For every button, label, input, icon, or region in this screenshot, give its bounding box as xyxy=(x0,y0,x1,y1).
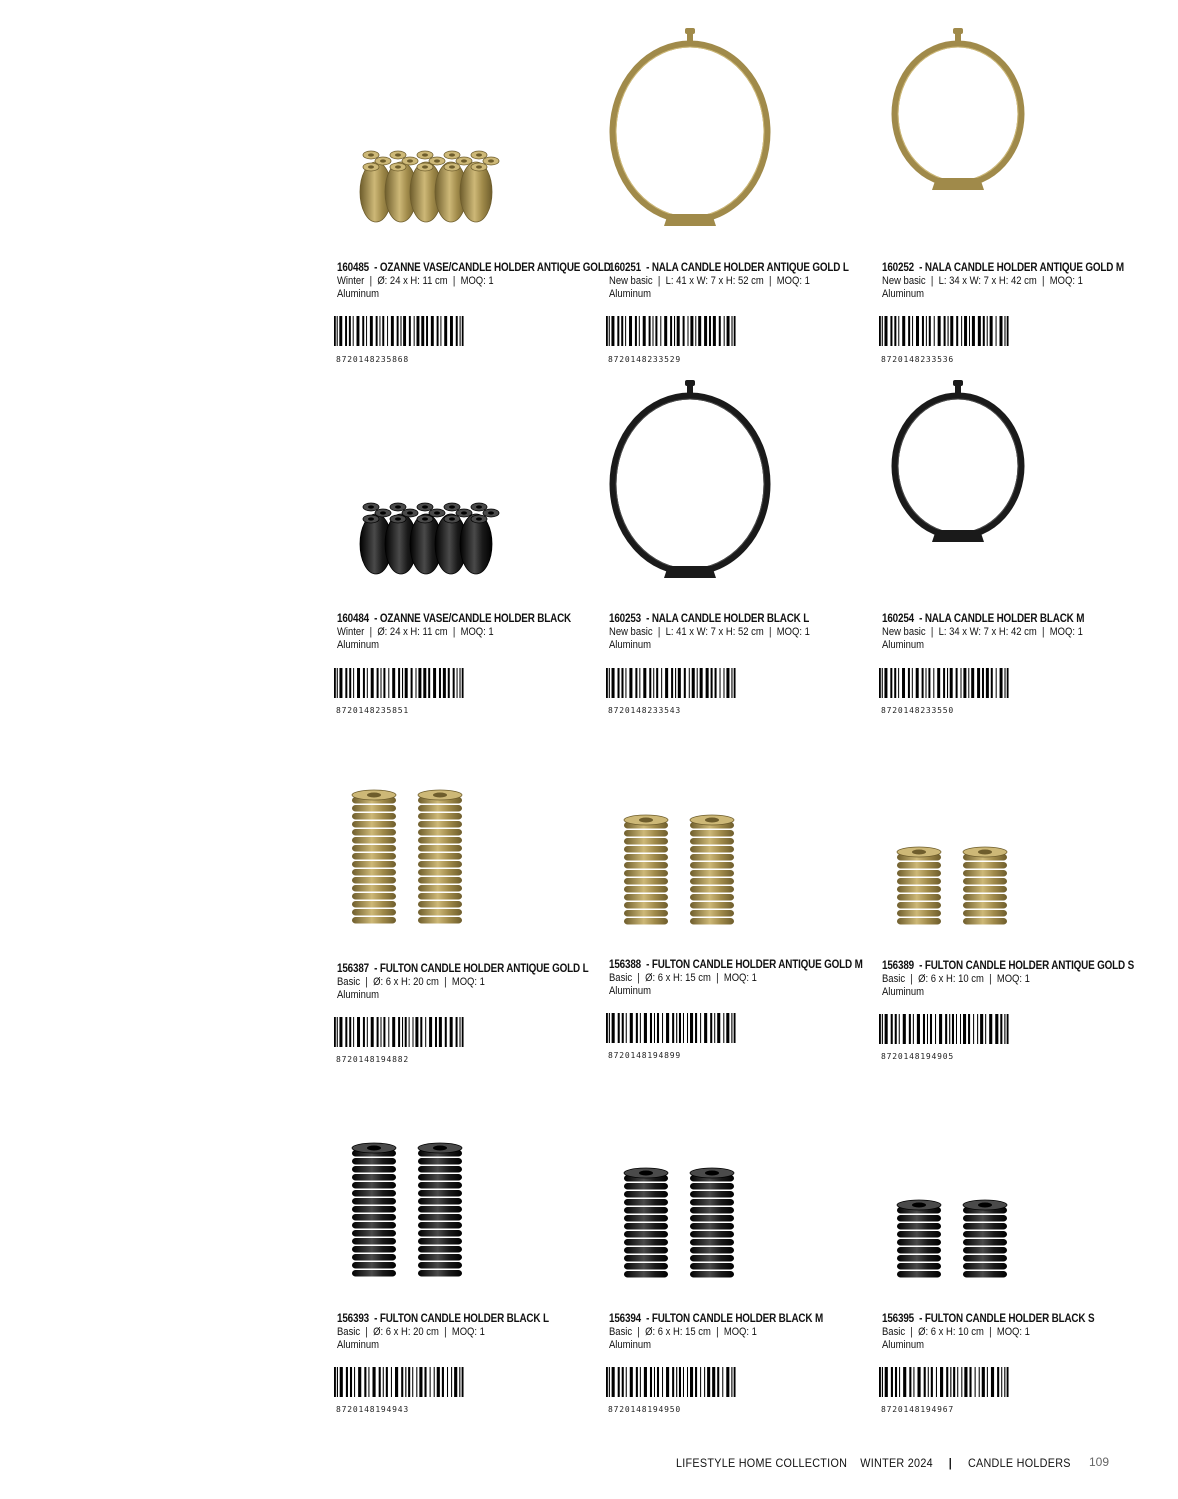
ean-number: 8720148233550 xyxy=(881,706,955,715)
product-title: 160485 - OZANNE VASE/CANDLE HOLDER ANTIQUE GOLD xyxy=(337,262,611,274)
barcode xyxy=(334,1017,464,1047)
barcode xyxy=(879,1014,1009,1044)
product-info xyxy=(609,613,879,652)
product-title: 156394 - FULTON CANDLE HOLDER BLACK M xyxy=(609,1313,824,1325)
product-meta: Basic | Ø: 6 x H: 10 cm | MOQ: 1 xyxy=(882,1326,1030,1338)
product-meta: Basic | Ø: 6 x H: 10 cm | MOQ: 1 xyxy=(882,973,1030,985)
product-image xyxy=(605,772,870,942)
product-material: Aluminum xyxy=(882,1339,925,1351)
barcode xyxy=(334,668,464,698)
product-info xyxy=(609,959,879,998)
product-meta: Basic | Ø: 6 x H: 20 cm | MOQ: 1 xyxy=(337,976,485,988)
product-image xyxy=(333,20,598,245)
barcode xyxy=(879,1367,1009,1397)
product-title: 156393 - FULTON CANDLE HOLDER BLACK L xyxy=(337,1313,549,1325)
product-info xyxy=(337,613,607,652)
product-title: 160252 - NALA CANDLE HOLDER ANTIQUE GOLD M xyxy=(882,262,1124,274)
product-image xyxy=(605,20,870,245)
product-material: Aluminum xyxy=(609,985,652,997)
page-number: 109 xyxy=(1089,1455,1110,1469)
barcode xyxy=(879,668,1009,698)
product-material: Aluminum xyxy=(882,986,925,998)
product-material: Aluminum xyxy=(882,639,925,651)
footer-season: WINTER 2024 xyxy=(860,1456,933,1470)
footer-separator: | xyxy=(948,1456,953,1470)
ean-number: 8720148194905 xyxy=(881,1052,955,1061)
product-title: 156389 - FULTON CANDLE HOLDER ANTIQUE GOLD S xyxy=(882,960,1135,972)
product-meta: Winter | Ø: 24 x H: 11 cm | MOQ: 1 xyxy=(337,275,494,287)
product-info xyxy=(882,960,1152,999)
product-image xyxy=(878,372,1143,597)
product-image xyxy=(878,1130,1143,1295)
product-title: 160251 - NALA CANDLE HOLDER ANTIQUE GOLD L xyxy=(609,262,849,274)
product-material: Aluminum xyxy=(337,1339,380,1351)
barcode xyxy=(606,1367,736,1397)
product-image xyxy=(878,772,1143,942)
product-image xyxy=(333,1130,598,1295)
product-info xyxy=(337,262,611,301)
product-info xyxy=(882,613,1152,652)
product-material: Aluminum xyxy=(609,639,652,651)
product-title: 160254 - NALA CANDLE HOLDER BLACK M xyxy=(882,613,1085,625)
ean-number: 8720148194882 xyxy=(336,1055,410,1064)
product-image xyxy=(333,772,598,942)
product-meta: New basic | L: 34 x W: 7 x H: 42 cm | MOQ: 1 xyxy=(882,275,1083,287)
barcode xyxy=(606,1013,736,1043)
product-image xyxy=(605,1130,870,1295)
ean-number: 8720148194899 xyxy=(608,1051,682,1060)
product-meta: New basic | L: 34 x W: 7 x H: 42 cm | MOQ: 1 xyxy=(882,626,1083,638)
product-meta: Basic | Ø: 6 x H: 20 cm | MOQ: 1 xyxy=(337,1326,485,1338)
product-info xyxy=(882,262,1152,301)
ean-number: 8720148233536 xyxy=(881,355,955,364)
product-image xyxy=(333,372,598,597)
product-material: Aluminum xyxy=(337,288,380,300)
page-footer xyxy=(676,1456,1071,1470)
barcode xyxy=(334,1367,464,1397)
footer-category: CANDLE HOLDERS xyxy=(967,1456,1071,1470)
ean-number: 8720148233543 xyxy=(608,706,682,715)
product-meta: New basic | L: 41 x W: 7 x H: 52 cm | MOQ: 1 xyxy=(609,275,810,287)
barcode xyxy=(606,668,736,698)
barcode xyxy=(334,316,464,346)
ean-number: 8720148233529 xyxy=(608,355,682,364)
product-title: 160253 - NALA CANDLE HOLDER BLACK L xyxy=(609,613,810,625)
product-title: 156388 - FULTON CANDLE HOLDER ANTIQUE GOLD M xyxy=(609,959,863,971)
product-title: 156387 - FULTON CANDLE HOLDER ANTIQUE GOLD L xyxy=(337,963,589,975)
product-meta: New basic | L: 41 x W: 7 x H: 52 cm | MOQ: 1 xyxy=(609,626,810,638)
barcode xyxy=(606,316,736,346)
product-material: Aluminum xyxy=(609,1339,652,1351)
product-info xyxy=(337,963,607,1002)
product-image xyxy=(878,20,1143,245)
product-material: Aluminum xyxy=(337,989,380,1001)
ean-number: 8720148194950 xyxy=(608,1405,682,1414)
product-material: Aluminum xyxy=(882,288,925,300)
product-material: Aluminum xyxy=(609,288,652,300)
product-image xyxy=(605,372,870,597)
footer-collection: LIFESTYLE HOME COLLECTION xyxy=(676,1456,848,1470)
product-material: Aluminum xyxy=(337,639,380,651)
product-info xyxy=(337,1313,607,1352)
product-info xyxy=(609,1313,879,1352)
product-info xyxy=(882,1313,1152,1352)
product-meta: Winter | Ø: 24 x H: 11 cm | MOQ: 1 xyxy=(337,626,494,638)
product-title: 156395 - FULTON CANDLE HOLDER BLACK S xyxy=(882,1313,1095,1325)
ean-number: 8720148235868 xyxy=(336,355,410,364)
product-meta: Basic | Ø: 6 x H: 15 cm | MOQ: 1 xyxy=(609,972,757,984)
barcode xyxy=(879,316,1009,346)
ean-number: 8720148194943 xyxy=(336,1405,410,1414)
product-title: 160484 - OZANNE VASE/CANDLE HOLDER BLACK xyxy=(337,613,572,625)
ean-number: 8720148235851 xyxy=(336,706,410,715)
product-info xyxy=(609,262,879,301)
ean-number: 8720148194967 xyxy=(881,1405,955,1414)
product-meta: Basic | Ø: 6 x H: 15 cm | MOQ: 1 xyxy=(609,1326,757,1338)
